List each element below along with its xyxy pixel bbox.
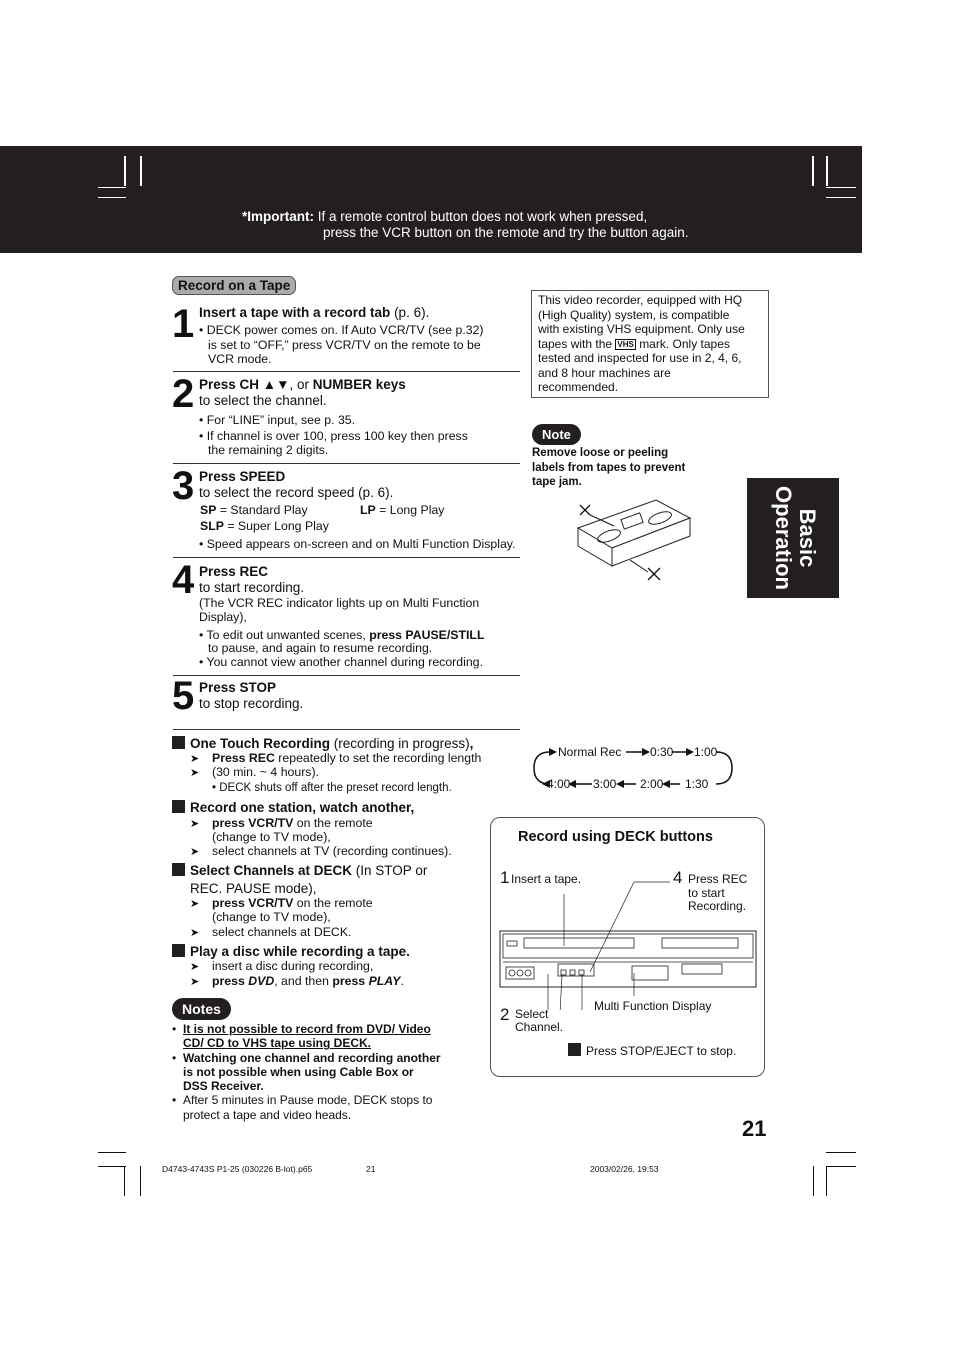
step-4-bullet-1-cont: to pause, and again to resume recording. bbox=[208, 641, 433, 655]
pdr-line-1-text: insert a disc during recording, bbox=[212, 959, 374, 973]
step-1-number: 1 bbox=[172, 302, 195, 346]
step-3-number: 3 bbox=[172, 464, 195, 508]
deck-box-title: Record using DECK buttons bbox=[518, 829, 713, 845]
step-2-number: 2 bbox=[172, 372, 195, 416]
square-bullet-icon bbox=[172, 800, 185, 813]
step-4-number: 4 bbox=[172, 558, 195, 602]
multi-function-display-label: Multi Function Display bbox=[594, 999, 712, 1013]
step-4-title: Press REC bbox=[199, 564, 269, 579]
step-2-bullet: the remaining 2 digits. bbox=[208, 443, 329, 457]
scd-line-3 bbox=[190, 925, 351, 941]
section-tab-line-1: Basic bbox=[795, 508, 820, 568]
step-5-subtitle: to stop recording. bbox=[199, 696, 304, 711]
crop-mark bbox=[826, 1166, 827, 1196]
otr-time: 0:30 bbox=[650, 745, 674, 759]
crop-mark bbox=[140, 1166, 141, 1196]
step-2-title bbox=[199, 377, 406, 392]
step-1-bullet: is set to “OFF,” press VCR/TV on the remote to be bbox=[208, 337, 481, 352]
note-1-cont bbox=[183, 1036, 482, 1050]
step-4-subtitle: to start recording. bbox=[199, 580, 305, 595]
divider bbox=[173, 729, 520, 730]
scd-line-1-bold: press VCR/TV bbox=[212, 896, 294, 910]
step-2-bullets bbox=[199, 413, 519, 458]
speed-lp bbox=[360, 503, 444, 518]
crop-mark bbox=[826, 1152, 856, 1153]
deck-step-1-text: Insert a tape. bbox=[511, 872, 582, 886]
scd-line-2: (change to TV mode), bbox=[212, 910, 331, 924]
hq-line: recommended. bbox=[538, 380, 619, 394]
deck-step-2-line: Channel. bbox=[515, 1020, 564, 1034]
crop-mark bbox=[826, 156, 828, 186]
hq-line-vhs bbox=[538, 337, 768, 352]
otr-comma: , bbox=[469, 736, 474, 751]
hq-line: (High Quality) system, is compatible bbox=[538, 307, 730, 322]
crop-mark bbox=[98, 1152, 126, 1153]
pdr-line-2-bold-2: press bbox=[332, 974, 369, 988]
otr-title: One Touch Recording bbox=[190, 736, 331, 751]
note-2-cont bbox=[183, 1065, 482, 1079]
vhs-logo-icon: VHS bbox=[617, 339, 634, 349]
ros-line-3 bbox=[190, 844, 452, 860]
note-1-line-1: It is not possible to record from DVD/ Video bbox=[183, 1022, 431, 1036]
deck-stop-text bbox=[568, 1043, 736, 1058]
step-3-subtitle: to select the record speed (p. 6). bbox=[199, 485, 394, 500]
speed-lp-key: LP bbox=[360, 503, 376, 517]
otr-line-3: • DECK shuts off after the preset record length. bbox=[212, 782, 452, 794]
step-2-subtitle: to select the channel. bbox=[199, 393, 327, 408]
otr-normal-rec: Normal Rec bbox=[558, 745, 622, 759]
arrow-icon: ➤ bbox=[190, 898, 200, 910]
arrow-icon: ➤ bbox=[190, 767, 200, 779]
otr-time: 2:00 bbox=[640, 777, 664, 791]
ros-heading bbox=[172, 800, 414, 815]
otr-time: 1:00 bbox=[694, 745, 718, 759]
section-label: Record on a Tape bbox=[172, 276, 296, 295]
otr-time: 3:00 bbox=[593, 777, 617, 791]
divider bbox=[173, 371, 520, 372]
scd-heading bbox=[172, 863, 427, 878]
note-2-line-3: DSS Receiver. bbox=[183, 1079, 264, 1094]
speed-slp-key: SLP bbox=[200, 519, 224, 533]
step-4-bullet-2: • You cannot view another channel during recording. bbox=[199, 655, 483, 669]
crop-mark bbox=[98, 1166, 126, 1167]
scd-title: Select Channels at DECK bbox=[190, 863, 353, 878]
deck-step-4-line: to start bbox=[688, 885, 725, 900]
deck-step-1-number: 1 bbox=[500, 868, 510, 887]
hq-line: tested and inspected for use in 2, 4, 6, bbox=[538, 351, 742, 365]
step-5-title: Press STOP bbox=[199, 680, 277, 695]
step-4-paren-1: (The VCR REC indicator lights up on Multi Function bbox=[199, 596, 480, 610]
step-2-title-mid: , or bbox=[289, 377, 313, 392]
ros-line-1-bold: press VCR/TV bbox=[212, 816, 294, 830]
crop-mark bbox=[140, 156, 142, 186]
step-1-title bbox=[199, 305, 429, 320]
note-3-line-1: After 5 minutes in Pause mode, DECK stops to bbox=[183, 1093, 433, 1108]
step-1-title-suffix: (p. 6). bbox=[390, 305, 430, 320]
deck-step-4-number: 4 bbox=[673, 868, 683, 887]
square-bullet-icon bbox=[172, 736, 185, 749]
step-4-bullet-1-text: • To edit out unwanted scenes, bbox=[199, 628, 370, 642]
crop-mark bbox=[812, 156, 814, 186]
otr-line-2-text: (30 min. ~ 4 hours). bbox=[212, 765, 319, 779]
note-2-line-1: Watching one channel and recording another bbox=[183, 1050, 441, 1065]
note-1: • It is not possible to record from DVD/ Video bbox=[172, 1022, 431, 1036]
footer-file: D4743-4743S P1-25 (030226 B-lot).p65 bbox=[162, 1164, 313, 1174]
notes-list bbox=[172, 1022, 482, 1122]
step-2-bullet: • If channel is over 100, press 100 key then press bbox=[199, 428, 468, 443]
note-text-line: labels from tapes to prevent bbox=[532, 461, 686, 474]
section-tab-text bbox=[747, 478, 839, 598]
note-text-line: Remove loose or peeling bbox=[532, 447, 669, 459]
page-number: 21 bbox=[742, 1116, 767, 1141]
important-notice bbox=[242, 209, 688, 241]
crop-mark bbox=[98, 197, 126, 198]
footer-page: 21 bbox=[366, 1164, 376, 1174]
step-1-bullet: VCR mode. bbox=[208, 352, 272, 366]
important-line-1: If a remote control button does not work when pressed, bbox=[317, 209, 648, 224]
step-3-bullet: • Speed appears on-screen and on Multi Function Display. bbox=[199, 537, 516, 551]
speed-slp bbox=[200, 519, 329, 534]
crop-mark bbox=[124, 1166, 125, 1196]
scd-line-1-text: on the remote bbox=[293, 896, 373, 910]
pdr-heading bbox=[172, 944, 410, 959]
scd-line-3-text: select channels at DECK. bbox=[212, 925, 352, 939]
deck-step-4-line: Recording. bbox=[688, 899, 747, 913]
top-banner bbox=[0, 146, 862, 253]
note-2: • Watching one channel and recording another bbox=[172, 1050, 441, 1065]
step-1-title-bold: Insert a tape with a record tab bbox=[199, 305, 391, 320]
step-4-bullet-1-bold: press PAUSE/STILL bbox=[369, 628, 485, 642]
hq-line: with existing VHS equipment. Only use bbox=[538, 322, 745, 336]
arrow-icon: ➤ bbox=[190, 976, 200, 988]
pdr-line-2-dvd: DVD bbox=[248, 974, 275, 988]
vcr-dvd-unit-illustration bbox=[498, 880, 760, 1010]
important-label: *Important: bbox=[242, 209, 314, 224]
deck-step-2-number: 2 bbox=[500, 1005, 510, 1024]
deck-step-4-line: Press REC bbox=[688, 872, 748, 886]
arrow-icon: ➤ bbox=[190, 846, 200, 858]
step-1-bullets bbox=[199, 323, 519, 367]
square-bullet-icon bbox=[568, 1043, 581, 1056]
pdr-line-2-end: . bbox=[400, 974, 404, 988]
hq-info-box bbox=[531, 290, 769, 398]
speed-slp-text: = Super Long Play bbox=[223, 519, 329, 533]
arrow-icon: ➤ bbox=[190, 818, 200, 830]
deck-step-2-line: Select bbox=[515, 1007, 549, 1021]
divider bbox=[173, 675, 520, 676]
otr-line-2 bbox=[190, 765, 319, 781]
step-4-paren-2: Display), bbox=[199, 610, 247, 624]
pdr-line-2-play: PLAY bbox=[368, 974, 401, 988]
crop-mark bbox=[826, 197, 856, 198]
section-tab bbox=[747, 478, 839, 598]
scd-suffix-2: REC. PAUSE mode), bbox=[190, 881, 317, 896]
note-2-cont-2 bbox=[183, 1079, 482, 1093]
pdr-line-2-bold: press bbox=[212, 974, 249, 988]
ros-title: Record one station, watch another, bbox=[190, 800, 415, 815]
scd-suffix: (In STOP or bbox=[352, 863, 428, 878]
pdr-line-2-text: , and then bbox=[274, 974, 333, 988]
otr-line-1-bold: Press REC bbox=[212, 751, 275, 765]
ros-line-2: (change to TV mode), bbox=[212, 830, 331, 844]
otr-suffix: (recording in progress) bbox=[330, 736, 470, 751]
pdr-line-1 bbox=[190, 959, 373, 975]
arrow-icon: ➤ bbox=[190, 927, 200, 939]
note-3-cont: protect a tape and video heads. bbox=[183, 1107, 352, 1122]
otr-heading bbox=[172, 736, 473, 751]
step-5-number: 5 bbox=[172, 674, 195, 718]
step-2-title-bold: Press CH ▲▼ bbox=[199, 377, 290, 392]
hq-line: This video recorder, equipped with HQ bbox=[538, 293, 743, 307]
note-text bbox=[532, 446, 685, 490]
hq-line-4c: mark. Only tapes bbox=[639, 336, 730, 351]
footer-date: 2003/02/26, 19:53 bbox=[590, 1164, 659, 1174]
square-bullet-icon bbox=[172, 944, 185, 957]
speed-sp bbox=[200, 503, 308, 518]
section-tab-line-2: Operation bbox=[771, 486, 796, 590]
note-text-line: tape jam. bbox=[532, 476, 582, 488]
arrow-icon: ➤ bbox=[190, 753, 200, 765]
otr-time: 1:30 bbox=[685, 777, 709, 791]
note-1-line-2: CD/ CD to VHS tape using DECK. bbox=[183, 1036, 372, 1051]
crop-mark bbox=[826, 187, 856, 188]
deck-step-2-text bbox=[515, 1008, 563, 1034]
hq-line-4a: tapes with the bbox=[538, 336, 613, 351]
cassette-tape-illustration bbox=[574, 496, 694, 584]
crop-mark bbox=[98, 187, 126, 188]
speed-sp-text: = Standard Play bbox=[216, 503, 308, 517]
square-bullet-icon bbox=[172, 863, 185, 876]
step-1-bullet: • DECK power comes on. If Auto VCR/TV (see p.32) bbox=[199, 323, 484, 337]
crop-mark bbox=[124, 156, 126, 186]
important-line-2: press the VCR button on the remote and try the button again. bbox=[323, 225, 689, 240]
arrow-icon: ➤ bbox=[190, 961, 200, 973]
speed-sp-key: SP bbox=[200, 503, 217, 517]
note-label: Note bbox=[532, 424, 581, 445]
divider bbox=[173, 463, 520, 464]
step-2-title-bold-2: NUMBER keys bbox=[312, 377, 406, 392]
note-2-line-2: is not possible when using Cable Box or bbox=[183, 1064, 414, 1079]
step-2-bullet: • For “LINE” input, see p. 35. bbox=[199, 413, 356, 427]
step-3-title: Press SPEED bbox=[199, 469, 286, 484]
divider bbox=[173, 557, 520, 558]
notes-label: Notes bbox=[172, 998, 231, 1020]
ros-line-3-text: select channels at TV (recording continues). bbox=[212, 844, 452, 858]
otr-time: 4:00 bbox=[547, 777, 571, 791]
deck-stop-label: Press STOP/EJECT to stop. bbox=[586, 1044, 737, 1058]
speed-lp-text: = Long Play bbox=[375, 503, 445, 517]
hq-line: and 8 hour machines are bbox=[538, 365, 671, 380]
crop-mark bbox=[826, 1166, 856, 1167]
otr-line-1-text: repeatedly to set the recording length bbox=[274, 751, 482, 765]
pdr-line-2 bbox=[190, 974, 404, 990]
pdr-title: Play a disc while recording a tape. bbox=[190, 944, 410, 959]
ros-line-1-text: on the remote bbox=[293, 816, 373, 830]
crop-mark bbox=[813, 1166, 814, 1196]
note-3: • After 5 minutes in Pause mode, DECK stops to bbox=[172, 1093, 433, 1108]
